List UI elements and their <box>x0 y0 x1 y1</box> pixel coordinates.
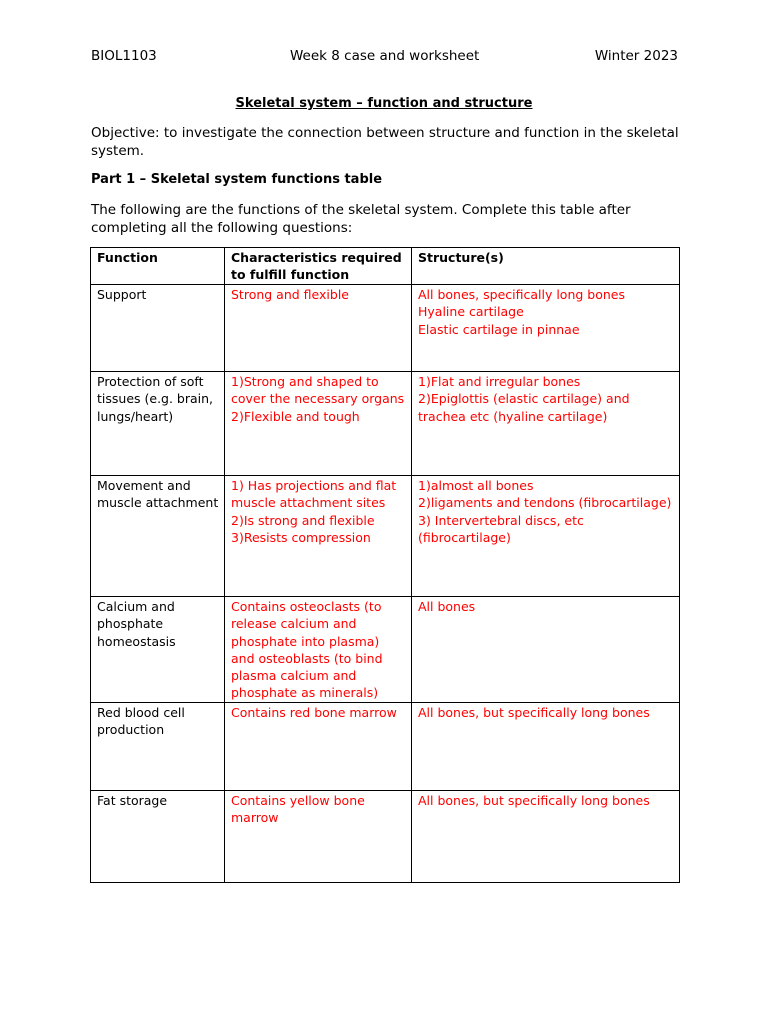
structures-cell <box>412 703 680 791</box>
header-term: Winter 2023 <box>594 48 678 64</box>
structures-cell <box>412 372 680 476</box>
structures-cell <box>412 285 680 372</box>
header-function: Function <box>91 248 225 285</box>
table-row <box>91 597 680 703</box>
cell-line: Hyaline cartilage <box>418 304 524 320</box>
function-cell <box>91 703 225 791</box>
characteristics-cell <box>225 791 412 883</box>
cell-line: Strong and flexible <box>231 287 349 302</box>
cell-line: 1)Flat and irregular bones <box>418 374 581 389</box>
function-cell <box>91 285 225 372</box>
table-row <box>91 476 680 597</box>
cell-line: 3) Intervertebral discs, etc (fibrocartilage) <box>418 512 584 545</box>
cell-line: Contains yellow bone marrow <box>231 793 365 826</box>
cell-line: All bones, specifically long bones <box>418 287 625 302</box>
cell-line: Red blood cell production <box>97 705 185 738</box>
table-row <box>91 285 680 372</box>
table-row <box>91 372 680 476</box>
cell-line: Elastic cartilage in pinnae <box>418 321 580 337</box>
cell-line: 2)Epiglottis (elastic cartilage) and trachea etc (hyaline cartilage) <box>418 391 630 424</box>
function-cell <box>91 791 225 883</box>
table-body <box>91 285 680 883</box>
cell-line: Contains osteoclasts (to release calcium and phosphate into plasma) and osteoblasts (to bind plasma calcium and phosphate as minerals) <box>231 599 383 701</box>
structures-cell <box>412 791 680 883</box>
cell-line: 3)Resists compression <box>231 529 371 545</box>
functions-table <box>90 247 680 883</box>
objective-paragraph: Objective: to investigate the connection between structure and function in the skeletal system. <box>91 125 679 159</box>
table-row <box>91 791 680 883</box>
structures-cell <box>412 597 680 703</box>
table-header-row <box>91 248 680 285</box>
cell-line: Fat storage <box>97 793 168 808</box>
function-cell <box>91 476 225 597</box>
cell-line: All bones, but specifically long bones <box>418 793 650 808</box>
function-cell <box>91 372 225 476</box>
characteristics-cell <box>225 597 412 703</box>
cell-line: Calcium and phosphate homeostasis <box>97 599 176 649</box>
structures-cell <box>412 476 680 597</box>
cell-line: All bones <box>418 599 476 614</box>
cell-line: 1) Has projections and flat muscle attachment sites <box>231 478 397 511</box>
header-characteristics: Characteristics required to fulfill function <box>225 248 412 285</box>
function-cell <box>91 597 225 703</box>
table-row <box>91 703 680 791</box>
characteristics-cell <box>225 476 412 597</box>
cell-line: All bones, but specifically long bones <box>418 705 650 720</box>
document-title: Skeletal system – function and structure <box>235 96 533 111</box>
intro-paragraph: The following are the functions of the skeletal system. Complete this table after completing all the following questions: <box>91 202 631 236</box>
cell-line: 2)ligaments and tendons (fibrocartilage) <box>418 495 672 511</box>
characteristics-cell <box>225 285 412 372</box>
header-structures: Structure(s) <box>412 248 680 285</box>
cell-line: 1)Strong and shaped to cover the necessary organs <box>231 374 405 407</box>
cell-line: Movement and muscle attachment <box>97 478 219 511</box>
characteristics-cell <box>225 372 412 476</box>
cell-line: Protection of soft tissues (e.g. brain, lungs/heart) <box>97 374 214 424</box>
part-heading: Part 1 – Skeletal system functions table <box>91 172 383 187</box>
header-course-code: BIOL1103 <box>91 48 157 64</box>
cell-line: 2)Flexible and tough <box>231 408 360 424</box>
cell-line: 2)Is strong and flexible <box>231 512 375 528</box>
header-worksheet-title: Week 8 case and worksheet <box>290 48 480 64</box>
cell-line: Contains red bone marrow <box>231 705 397 720</box>
characteristics-cell <box>225 703 412 791</box>
cell-line: 1)almost all bones <box>418 478 534 493</box>
cell-line: Support <box>97 287 147 302</box>
